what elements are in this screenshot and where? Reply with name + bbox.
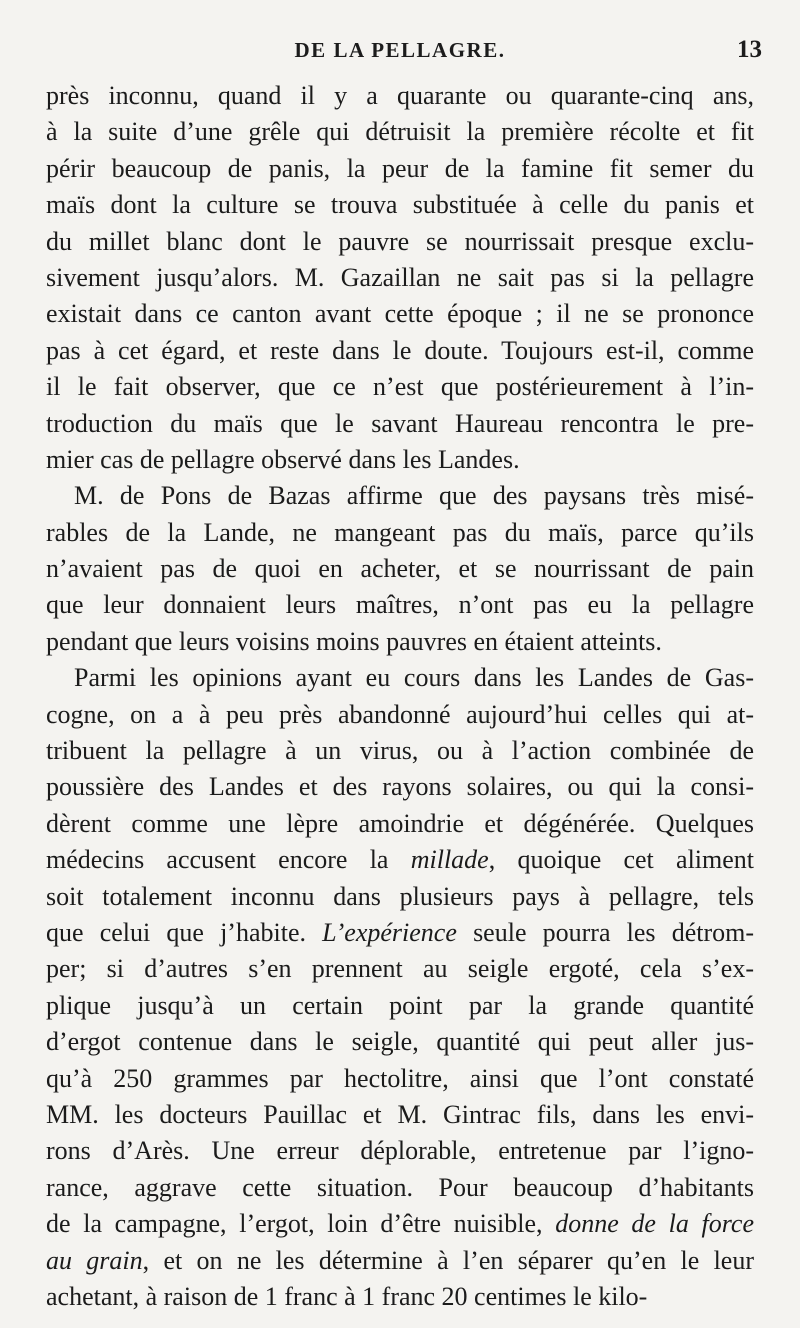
text-segment: seule pourra les détrom- — [456, 917, 754, 947]
running-header — [0, 38, 800, 70]
text-line: poussière des Landes et des rayons solaires, ou qui la consi- — [46, 772, 754, 802]
text-line: dèrent comme une lèpre amoindrie et dégénérée. Quelques — [46, 808, 754, 838]
text-line: il le fait observer, que ce n’est que postérieurement à l’in- — [46, 372, 754, 402]
text-segment: de la campagne, l’ergot, loin d’être nuisible, — [46, 1209, 556, 1239]
text-line: pendant que leurs voisins moins pauvres en étaient atteints. — [46, 626, 662, 656]
text-line: cogne, on a à peu près abandonné aujourd’hui celles qui at- — [46, 699, 754, 729]
text-line: d’ergot contenue dans le seigle, quantité qui peut aller jus- — [46, 1027, 754, 1057]
text-line: maïs dont la culture se trouva substituée à celle du panis et — [46, 190, 754, 220]
italic-term: millade — [410, 845, 489, 875]
text-line — [46, 1206, 754, 1242]
text-line: MM. les docteurs Pauillac et M. Gintrac fils, dans les envi- — [46, 1099, 754, 1129]
text-line: à la suite d’une grêle qui détruisit la première récolte et fit — [46, 117, 754, 147]
text-line: du millet blanc dont le pauvre se nourrissait presque exclu- — [46, 226, 754, 256]
text-segment: , et on ne les détermine à l’en séparer qu’en le leur — [142, 1245, 754, 1275]
text-line: pas à cet égard, et reste dans le doute. Toujours est-il, comme — [46, 335, 754, 365]
text-line: rables de la Lande, ne mangeant pas du maïs, parce qu’ils — [46, 517, 754, 547]
text-line: que leur donnaient leurs maîtres, n’ont pas eu la pellagre — [46, 590, 754, 620]
text-line: M. de Pons de Bazas affirme que des paysans très misé- — [74, 481, 754, 511]
text-line: per; si d’autres s’en prennent au seigle ergoté, cela s’ex- — [46, 954, 754, 984]
text-line: achetant, à raison de 1 franc à 1 franc 20 centimes le kilo- — [46, 1281, 648, 1311]
text-line: Parmi les opinions ayant eu cours dans les Landes de Gas- — [74, 663, 754, 693]
text-line: tribuent la pellagre à un virus, ou à l’action combinée de — [46, 736, 754, 766]
text-line: mier cas de pellagre observé dans les Landes. — [46, 444, 520, 474]
text-line: troduction du maïs que le savant Haureau rencontra le pre- — [46, 408, 754, 438]
text-line: rance, aggrave cette situation. Pour beaucoup d’habitants — [46, 1172, 754, 1202]
text-line: n’avaient pas de quoi en acheter, et se nourrissant de pain — [46, 554, 754, 584]
text-line: qu’à 250 grammes par hectolitre, ainsi que l’ont constaté — [46, 1063, 754, 1093]
text-line: existait dans ce canton avant cette époque ; il ne se prononce — [46, 299, 754, 329]
page-number: 13 — [737, 36, 762, 63]
text-line: rons d’Arès. Une erreur déplorable, entretenue par l’igno- — [46, 1136, 754, 1166]
text-line: soit totalement inconnu dans plusieurs pays à pellagre, tels — [46, 881, 754, 911]
running-title: DE LA PELLAGRE. — [294, 38, 506, 62]
text-line — [46, 915, 754, 951]
text-line: sivement jusqu’alors. M. Gazaillan ne sait pas si la pellagre — [46, 262, 754, 292]
text-line: périr beaucoup de panis, la peur de la famine fit semer du — [46, 153, 754, 183]
text-line: plique jusqu’à un certain point par la grande quantité — [46, 990, 754, 1020]
text-line: près inconnu, quand il y a quarante ou quarante-cinq ans, — [46, 81, 754, 110]
italic-term: au grain — [46, 1245, 143, 1275]
body-text — [46, 78, 754, 1315]
text-segment: , quoique cet aliment — [488, 845, 754, 875]
text-segment: médecins accusent encore la — [46, 845, 411, 875]
text-line — [46, 1243, 754, 1279]
text-line — [46, 842, 754, 878]
text-segment: que celui que j’habite. — [46, 917, 323, 947]
italic-term: L’expérience — [322, 917, 457, 947]
italic-term: donne de la force — [555, 1209, 754, 1239]
